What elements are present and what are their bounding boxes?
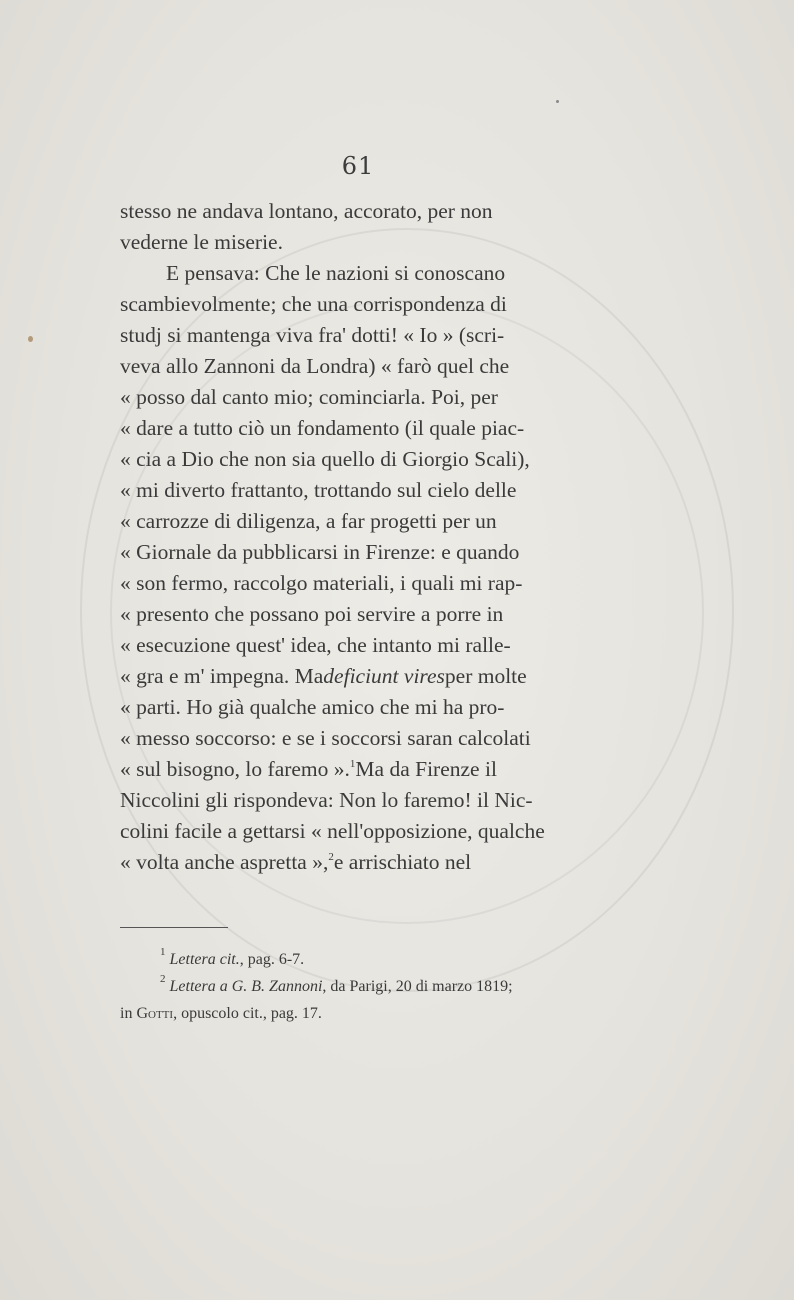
text-line bbox=[120, 506, 597, 537]
footnote-title: Lettera cit. bbox=[169, 951, 240, 968]
text-line bbox=[120, 599, 597, 630]
paragraph-start-line bbox=[120, 258, 597, 289]
footnote-2-continuation bbox=[120, 1000, 600, 1027]
text-line bbox=[120, 289, 597, 320]
footnote-text: , opuscolo cit., pag. 17. bbox=[173, 1005, 322, 1022]
footnote-text: , pag. 6-7. bbox=[239, 951, 305, 968]
line-text-part: Ma da Firenze il bbox=[355, 757, 497, 781]
line-text: « esecuzione quest' idea, che intanto mi ralle- bbox=[120, 633, 511, 657]
footnote-text: , da Parigi, 20 di marzo 1819; bbox=[322, 978, 513, 995]
footnote-reference-2[interactable]: 2 bbox=[328, 851, 334, 863]
text-line bbox=[120, 816, 597, 847]
line-text: « son fermo, raccolgo materiali, i quali mi rap- bbox=[120, 571, 523, 595]
footnotes bbox=[120, 946, 600, 1027]
line-text: scambievolmente; che una corrispondenza di bbox=[120, 292, 507, 316]
line-text: « posso dal canto mio; cominciarla. Poi, per bbox=[120, 385, 498, 409]
footnote-author: Gotti bbox=[136, 1005, 174, 1022]
line-text-part: « sul bisogno, lo faremo ». bbox=[120, 757, 350, 781]
footnote-separator-rule bbox=[120, 927, 228, 928]
text-line bbox=[120, 754, 597, 785]
line-text: « presento che possano poi servire a porre in bbox=[120, 602, 504, 626]
line-text-part: « gra e m' impegna. Ma bbox=[120, 664, 324, 688]
line-text: studj si mantenga viva fra' dotti! « Io » (scri- bbox=[120, 323, 505, 347]
line-text: vederne le miserie. bbox=[120, 230, 283, 254]
text-line bbox=[120, 847, 597, 878]
line-text: stesso ne andava lontano, accorato, per non bbox=[120, 199, 493, 223]
line-text bbox=[120, 661, 527, 692]
footnote-2 bbox=[120, 973, 600, 1000]
line-text: veva allo Zannoni da Londra) « farò quel che bbox=[120, 354, 510, 378]
text-line bbox=[120, 475, 597, 506]
text-line bbox=[120, 320, 597, 351]
line-text: « dare a tutto ciò un fondamento (il quale piac- bbox=[120, 416, 525, 440]
text-line bbox=[120, 723, 597, 754]
footnote-1 bbox=[120, 946, 600, 973]
body-text bbox=[120, 196, 597, 878]
line-text: « Giornale da pubblicarsi in Firenze: e quando bbox=[120, 540, 520, 564]
line-text: « messo soccorso: e se i soccorsi saran calcolati bbox=[120, 726, 531, 750]
page-number: 61 bbox=[341, 152, 375, 180]
line-text-part: e arrischiato nel bbox=[333, 850, 472, 874]
italic-latin-phrase: deficiunt vires bbox=[323, 664, 445, 688]
text-line bbox=[120, 196, 597, 227]
text-line bbox=[120, 661, 597, 692]
line-text bbox=[120, 754, 497, 785]
line-text: colini facile a gettarsi « nell'opposizione, qualche bbox=[120, 819, 545, 843]
footnote-text: in bbox=[120, 1005, 137, 1022]
text-line bbox=[120, 444, 597, 475]
footnote-reference-1[interactable]: 1 bbox=[349, 758, 356, 770]
text-line bbox=[120, 537, 597, 568]
footnote-title: Lettera a G. B. Zannoni bbox=[169, 978, 323, 995]
text-line bbox=[120, 630, 597, 661]
line-text: « cia a Dio che non sia quello di Giorgio Scali), bbox=[120, 447, 530, 471]
line-text-part: « volta anche aspretta », bbox=[120, 850, 329, 874]
line-text: E pensava: Che le nazioni si conoscano bbox=[166, 261, 506, 285]
footnote-mark: 1 bbox=[160, 946, 166, 958]
text-line bbox=[120, 382, 597, 413]
paper-speck bbox=[556, 100, 559, 103]
text-line bbox=[120, 351, 597, 382]
text-line bbox=[120, 413, 597, 444]
text-line bbox=[120, 568, 597, 599]
line-text: « carrozze di diligenza, a far progetti per un bbox=[120, 509, 497, 533]
text-line bbox=[120, 692, 597, 723]
line-text: Niccolini gli rispondeva: Non lo faremo! il Nic- bbox=[120, 788, 533, 812]
text-line bbox=[120, 785, 597, 816]
line-text: « parti. Ho già qualche amico che mi ha pro- bbox=[120, 695, 505, 719]
line-text-part: per molte bbox=[444, 664, 527, 688]
footnote-mark: 2 bbox=[160, 973, 166, 985]
text-line bbox=[120, 227, 597, 258]
line-text bbox=[120, 847, 471, 878]
line-text: « mi diverto frattanto, trottando sul cielo delle bbox=[120, 478, 517, 502]
paper-speck bbox=[28, 336, 33, 342]
